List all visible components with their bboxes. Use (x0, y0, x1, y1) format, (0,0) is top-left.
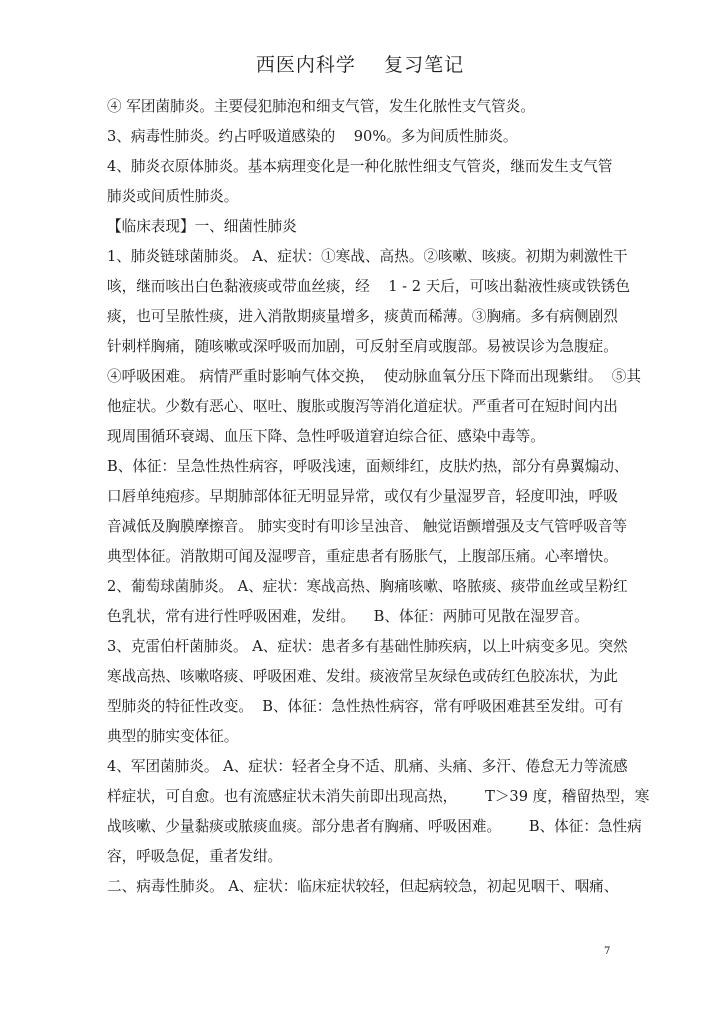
text-line: 典型的肺实变体征。 (107, 728, 239, 745)
body-text (107, 92, 650, 902)
text-line: 1、肺炎链球菌肺炎。 A、症状：①寒战、高热。②咳嗽、咳痰。初期为刺激性干 (107, 248, 628, 265)
text-line: 型肺炎的特征性改变。 B、体征：急性热性病容，常有呼吸困难甚至发绀。可有 (107, 698, 624, 715)
text-line: 咳，继而咳出白色黏液痰或带血丝痰，经 1 - 2 天后，可咳出黏液性痰或铁锈色 (107, 278, 630, 295)
section-heading: 【临床表现】一、细菌性肺炎 (107, 218, 297, 235)
text-line: 3、病毒性肺炎。约占呼吸道感染的 90%。多为间质性肺炎。 (107, 128, 518, 145)
text-line: 4、肺炎衣原体肺炎。基本病理变化是一种化脓性细支气管炎，继而发生支气管 (107, 158, 613, 175)
text-line: 战咳嗽、少量黏痰或脓痰血痰。部分患者有胸痛、呼吸困难。 B、体征：急性病 (107, 818, 642, 835)
text-line: B、体征：呈急性热性病容，呼吸浅速，面颊绯红，皮肤灼热，部分有鼻翼煽动、 (107, 458, 629, 475)
text-line: 样症状，可自愈。也有流感症状未消失前即出现高热， T＞39 度，稽留热型，寒 (107, 788, 650, 805)
text-line: 典型体征。消散期可闻及湿啰音，重症患者有肠胀气，上腹部压痛。心率增快。 (107, 548, 618, 565)
text-line: ④呼吸困难。 病情严重时影响气体交换， 使动脉血氧分压下降而出现紫绀。 ⑤其 (107, 368, 641, 385)
text-line: 针刺样胸痛，随咳嗽或深呼吸而加剧，可反射至肩或腹部。易被误诊为急腹症。 (107, 338, 618, 355)
text-line: ④ 军团菌肺炎。主要侵犯肺泡和细支气管，发生化脓性支气管炎。 (107, 98, 535, 115)
page-number: 7 (604, 946, 611, 957)
text-line: 寒战高热、咳嗽咯痰、呼吸困难、发绀。痰液常呈灰绿色或砖红色胶冻状，为此 (107, 668, 618, 685)
text-line: 他症状。少数有恶心、呕吐、腹胀或腹泻等消化道症状。严重者可在短时间内出 (107, 398, 618, 415)
text-line: 二、病毒性肺炎。 A、症状：临床症状较轻，但起病较急，初起见咽干、咽痛、 (107, 878, 619, 895)
page-title: 西医内科学 复习笔记 (255, 54, 465, 76)
text-line: 容，呼吸急促，重者发绀。 (107, 848, 283, 865)
text-line: 音减低及胸膜摩擦音。 肺实变时有叩诊呈浊音、 触觉语颤增强及支气管呼吸音等 (107, 518, 628, 535)
text-line: 2、葡萄球菌肺炎。 A、症状：寒战高热、胸痛咳嗽、咯脓痰、痰带血丝或呈粉红 (107, 578, 628, 595)
text-line: 色乳状，常有进行性呼吸困难，发绀。 B、体征：两肺可见散在湿罗音。 (107, 608, 589, 625)
text-line: 3、克雷伯杆菌肺炎。 A、症状：患者多有基础性肺疾病，以上叶病变多见。突然 (107, 638, 628, 655)
text-line: 肺炎或间质性肺炎。 (107, 188, 239, 205)
text-line: 口唇单纯疱疹。早期肺部体征无明显异常，或仅有少量湿罗音，轻度叩浊，呼吸 (107, 488, 618, 505)
text-line: 现周围循环衰竭、血压下降、急性呼吸道窘迫综合征、感染中毒等。 (107, 428, 545, 445)
text-line: 痰，也可呈脓性痰，进入消散期痰量增多，痰黄而稀薄。③胸痛。多有病侧剧烈 (107, 308, 618, 325)
text-line: 4、军团菌肺炎。 A、症状：轻者全身不适、肌痛、头痛、多汗、倦怠无力等流感 (107, 758, 628, 775)
